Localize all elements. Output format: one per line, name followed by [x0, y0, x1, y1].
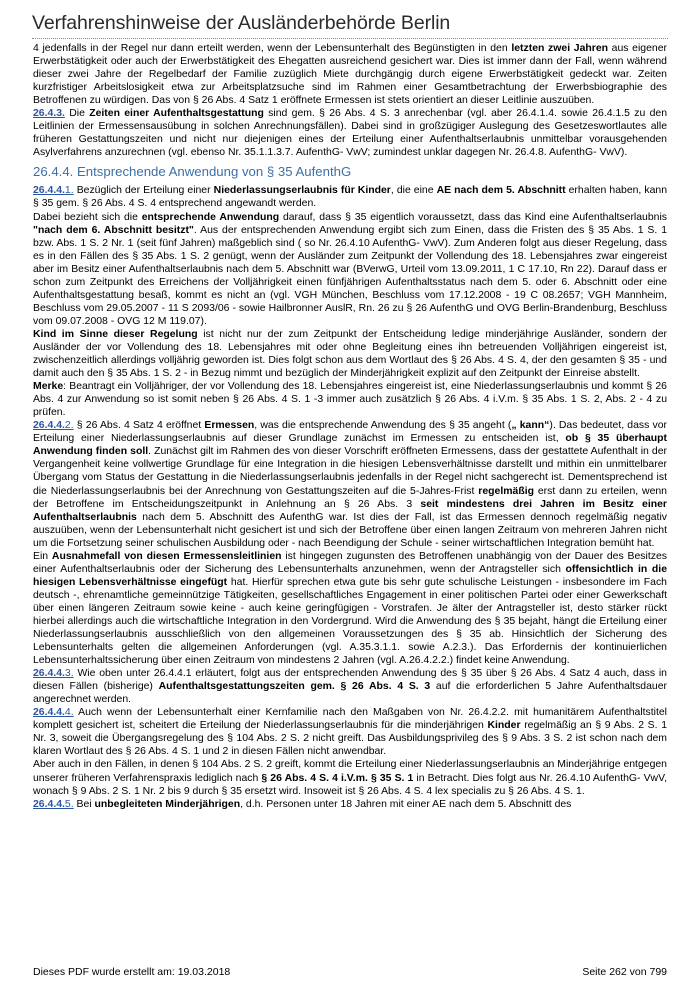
text-run: . Aus der entsprechenden Anwendung ergibt sich zum Einen, dass die Fristen des § 35 Abs. 1 S. 1 bzw. Abs. 1 S. 2 Nr. 1 (seit fünf Jahren) maßgeblich sind ( so Nr. 26.4.10 AufenthG- VwV). Zum Anderen folgt aus dieser Regelung, dass es in den Fällen des § 35 Abs. 1 S. 2 genügt, wenn der Ausländer zum Zeitpunkt der Vollendung des 18. Lebensjahres zwar eingereist aber im Besitz einer Aufenthaltserlaubnis nach dem 5. Abschnitt war (BVerwG, Urteil vom 13.09.2011, 1 C 17.10, Rn 22). Darauf dass er schon zum Zeitpunkt des Erreichens der Volljährigkeit einen fünfjährigen Aufenthaltsstatus nach dem 5. oder 6. Abschnitt oder eine Aufenthaltsgestattung besaß, kommt es nicht an (vgl. VGH München, Beschluss vom 17.12.2008 - 19 C 08.2657; VGH Mannheim, Beschluss vom 29.05.2007 - 11 S 2093/06 - sowie Hailbronner AuslR, Rn. 26 zu § 26 AufenthG und OVG Berlin-Brandenburg, Beschluss vom 09.07.2008 - OVG 12 M 119.07).: [33, 224, 667, 327]
paragraph: [33, 107, 667, 159]
text-run: Wie oben unter 26.4.4.1 erläutert, folgt aus der entsprechenden Anwendung des § 35 über § 26 Abs. 4 Satz 4 auch, dass in diesen Fällen (bisherige): [33, 668, 667, 693]
bold-text: letzten zwei Jahren: [511, 43, 608, 54]
footer-page-number: Seite 262 von 799: [582, 966, 667, 978]
text-run: darauf, dass § 35 eigentlich voraussetzt, dass das Kind eine Aufenthaltserlaubnis: [279, 211, 667, 223]
text-run: , d.h. Personen unter 18 Jahren mit einer AE nach dem 5. Abschnitt des: [240, 798, 572, 810]
section-number-link[interactable]: 26.4.4.: [33, 420, 65, 432]
text-run: Auch wenn der Lebensunterhalt einer Kernfamilie nach den Maßgaben von Nr. 26.4.2.2. mit humanitärem Aufenthaltstitel komplett gesichert ist, scheitert die Erteilung der Niederlassungserlaubnis für die minderjährigen: [33, 707, 667, 732]
text-run: , die eine: [390, 185, 437, 197]
text-run: nach dem 5. Abschnitt des AufenthG war. Ist dies der Fall, ist das Ermessen dennoch regelmäßig negativ auszuüben, wenn der Lebensunterhalt nicht gesichert ist und sich der Betroffene über einen langen Zeitraum von mehreren Jahren nicht um die Fortsetzung seiner schulischen Ausbildung oder - nach Beendigung der Schule - seiner wirtschaftlichen Integration bemüht hat.: [33, 511, 667, 549]
paragraph: [33, 328, 667, 380]
text-run: auf die erforderlichen 5 Jahre Aufenthaltsdauer angerechnet werden.: [33, 681, 667, 706]
bold-text: ob § 35 überhaupt Anwendung finden soll: [33, 433, 667, 458]
text-run: Aber auch in den Fällen, in denen § 104 Abs. 2 S. 2 greift, kommt die Erteilung einer Niederlassungserlaubnis an Minderjährige entgegen unserer früheren Verfahrenspraxis lediglich nach: [33, 759, 667, 784]
section-subnumber-link[interactable]: 3.: [64, 668, 74, 680]
bold-text: Merke: [33, 381, 64, 393]
paragraph: [33, 211, 667, 328]
section-number-link[interactable]: 26.4.4.: [33, 668, 65, 680]
bold-text: regelmäßig: [478, 485, 534, 497]
section-subnumber-link[interactable]: 5.: [64, 798, 74, 810]
bold-text: Kind im Sinne dieser Regelung: [33, 328, 198, 340]
bold-text: § 26 Abs. 4 S. 4 i.V.m. § 35 S. 1: [261, 772, 414, 784]
paragraph: [33, 184, 667, 210]
section-number-link[interactable]: 26.4.4.: [33, 185, 65, 197]
paragraph: [33, 550, 667, 667]
text-run: 4 jedenfalls in der Regel nur dann erteilt werden, wenn der Lebensunterhalt des Begünstigten in den: [33, 43, 512, 54]
text-run: ist hingegen zugunsten des Betroffenen unabhängig von der Dauer des Besitzes einer Aufenthaltserlaubnis oder der Sicherung des Lebensunterhalts anzunehmen, wenn der Antragsteller sich: [33, 550, 667, 575]
text-run: § 26 Abs. 4 Satz 4 eröffnet: [73, 420, 205, 432]
bold-text: "nach dem 6. Abschnitt besitzt": [33, 224, 194, 236]
page-header: [32, 10, 668, 39]
text-run: erst dann zu erteilen, wenn der Betroffene im Entscheidungszeitpunkt in Anlehnung an § 26 Abs. 3: [33, 485, 667, 510]
text-run: : Beantragt ein Volljähriger, der vor Vollendung des 18. Lebensjahres eingereist ist, eine Niederlassungserlaubnis und kommt § 26 Abs. 4 zur Anwendung so ist somit neben § 26 Abs. 4 S. 1 -3 immer auch zusätzlich § 26 Abs. 4 i.V.m. § 35 Abs. 1 S. 2, Abs. 2 - 4 zu prüfen.: [33, 381, 667, 419]
text-run: in Betracht. Dies folgt aus Nr. 26.4.10 AufenthG- VwV, wonach § 9 Abs. 2 S. 1 Nr. 2 bis 9 durch § 35 ersetzt wird. Insoweit ist § 26 Abs. 4 S. 4 lex specialis zu § 26 Abs. 4 S. 1.: [33, 772, 667, 797]
section-number-link[interactable]: 26.4.3.: [33, 108, 65, 120]
text-run: Bei: [73, 798, 95, 810]
bold-text: Niederlassungserlaubnis für Kinder: [213, 185, 391, 197]
section-subnumber-link[interactable]: 4.: [64, 707, 74, 719]
bold-text: offensichtlich in die hiesigen Lebensverhältnisse eingefügt: [33, 563, 667, 588]
text-run: Bezüglich der Erteilung einer: [73, 185, 214, 197]
bold-text: Aufenthaltsgestattungszeiten gem. § 26 Abs. 4 S. 3: [158, 681, 431, 693]
bold-text: Ausnahmefall von diesen Ermessensleitlinien: [51, 550, 282, 562]
text-run: Dabei bezieht sich die: [33, 211, 142, 223]
header-divider: [32, 38, 668, 39]
section-heading: 26.4.4. Entsprechende Anwendung von § 35 AufenthG: [33, 164, 352, 180]
bold-text: „ kann“: [511, 420, 550, 432]
text-run: ). Das bedeutet, dass vor Erteilung einer Niederlassungserlaubnis auf dieser Grundlage zunächst im Ermessen zu entscheiden ist,: [33, 420, 668, 445]
paragraph: [33, 42, 667, 107]
paragraph: [33, 758, 667, 797]
text-run: Die: [64, 108, 90, 120]
bold-text: AE nach dem 5. Abschnitt: [436, 185, 566, 197]
text-run: . Zunächst gilt im Rahmen des von dieser Vorschrift eröffneten Ermessens, dass der gestattete Aufenthalt in der Vergangenheit keine vollwertige Grundlage für eine Integration in die hiesigen Lebensverhältnisse darstellt und mithin ein unmittelbarer Übergang vom Status der Gestattung in die Niederlassungserlaubnis jedenfalls in der Regel nicht sachgerecht ist. Dementsprechend ist die Niederlassungserlaubnis bei der Anrechnung von Gestattungszeiten auf die 5-Jahres-Frist: [33, 446, 667, 497]
document-body: [33, 42, 667, 811]
text-run: Ein: [33, 550, 52, 562]
bold-text: unbegleiteten Minderjährigen: [94, 798, 241, 810]
text-run: aus eigener Erwerbstätigkeit oder auch der Erwerbstätigkeit des Ehegatten ausreichend gesichert war. Dies ist immer dann der Fall, wenn während dieser zwei Jahre der Regelbedarf der Familie zuzüglich Miete durchgängig durch eigene Erwerbstätigkeit gedeckt war. Zeiten kurzfristiger Arbeitslosigkeit etwa zur Arbeitsplatzsuche sind im Rahmen einer Gesamtbetrachtung der Erwerbsbiographie des Betroffenen zu würdigen. Das von § 26 Abs. 4 Satz 1 eröffnete Ermessen ist stets orientiert an dieser Leitlinie auszuüben.: [33, 43, 667, 107]
bold-text: Zeiten einer Aufenthaltsgestattung: [89, 108, 264, 120]
text-run: hat. Hierfür sprechen etwa gute bis sehr gute schulische Leistungen - insbesondere im Fach deutsch -, ehrenamtliche gemeinnützige Tätigkeiten, gesellschaftliches Engagement in einer politischen Partei oder einer Gewerkschaft über einen längeren Zeitraum sowie keine - auch keine geringfügigen - Vorstrafen. Je älter der Antragsteller ist, desto stärker rückt hierbei allerdings auch die wirtschaftliche Integration in den Vordergrund. Wird die Anwendung des § 35 bejaht, hängt die Erteilung einer Niederlassungserlaubnis ausschließlich von den allgemeinen Voraussetzungen des § 35 ab. Hinsichtlich der Sicherung des Lebensunterhalts gelten die allgemeinen Anforderungen (vgl. A.35.3.1.1. sowie A.2.3.). Das Erfordernis der kontinuierlichen Lebensunterhaltssicherung über einen Zeitraum von mindestens 2 Jahren (vgl. A.26.4.2.2.) findet keine Anwendung.: [33, 576, 667, 667]
text-run: regelmäßig an § 9 Abs. 2 S. 1 Nr. 3, soweit die Übergangsregelung des § 104 Abs. 2 S. 2 nicht greift. Das Ausbildungsprivileg des § 9 Abs. 3 S. 2 ist schon nach dem klaren Wortlaut des § 26 Abs. 4 S. 1 und 2 in diesen Fällen nicht anwendbar.: [33, 720, 667, 758]
section-number-link[interactable]: 26.4.4.: [33, 798, 65, 810]
text-run: ist nicht nur der zum Zeitpunkt der Entscheidung ledige minderjährige Ausländer, sondern der Ausländer der vor Vollendung des 18. Lebensjahres mit oder ohne Begleitung eines ihn betreuenden Volljährigen eingereist ist, zwischenzeitlich allerdings volljährig geworden ist. Dies folgt schon aus dem Wortlaut des § 26 Abs. 4 S. 4, der den gesamten § 35 - und damit auch den § 35 Abs. 1 S. 2 - in Bezug nimmt und bezüglich der Minderjährigkeit explizit auf den Zeitpunkt der Einreise abstellt.: [33, 328, 667, 380]
text-run: sind gem. § 26 Abs. 4 S. 3 anrechenbar (vgl. aber 26.4.1.4. sowie 26.4.1.5 zu den Leitlinien der Ermessensausübung in solchen Anrechnungsfällen). Dabei sind in großzügiger Auslegung des Gesetzeswortlautes alle früheren Gestattungszeiten und nicht nur diejenigen eines der Erteilung einer Aufenthaltserlaubnis unmittelbar vorausgehenden Asylverfahrens anzurechnen (vgl. ebenso Nr. 35.1.1.3.7. AufenthG- VwV; zumindest unklar dagegen Nr. 26.4.8. AufenthG- VwV).: [33, 108, 667, 159]
bold-text: entsprechende Anwendung: [141, 211, 280, 223]
header-title: Verfahrenshinweise der Ausländerbehörde Berlin: [32, 12, 451, 34]
text-run: erhalten haben, kann § 35 gem. § 26 Abs. 4 S. 4 entsprechend angewandt werden.: [33, 185, 668, 210]
paragraph: [33, 419, 667, 549]
section-subnumber-link[interactable]: 2.: [64, 420, 74, 432]
section-number-link[interactable]: 26.4.4.: [33, 707, 65, 719]
paragraph: [33, 380, 667, 419]
bold-text: Kinder: [487, 720, 521, 732]
section-subnumber-link[interactable]: 1.: [64, 185, 74, 197]
paragraph: [33, 706, 667, 758]
footer-created-date: Dieses PDF wurde erstellt am: 19.03.2018: [33, 966, 231, 978]
paragraph: [33, 667, 667, 706]
paragraph: [33, 798, 667, 811]
bold-text: seit mindestens drei Jahren im Besitz einer Aufenthaltserlaubnis: [33, 498, 667, 523]
bold-text: Ermessen: [204, 420, 255, 432]
text-run: , was die entsprechende Anwendung des § 35 angeht (: [254, 420, 512, 432]
